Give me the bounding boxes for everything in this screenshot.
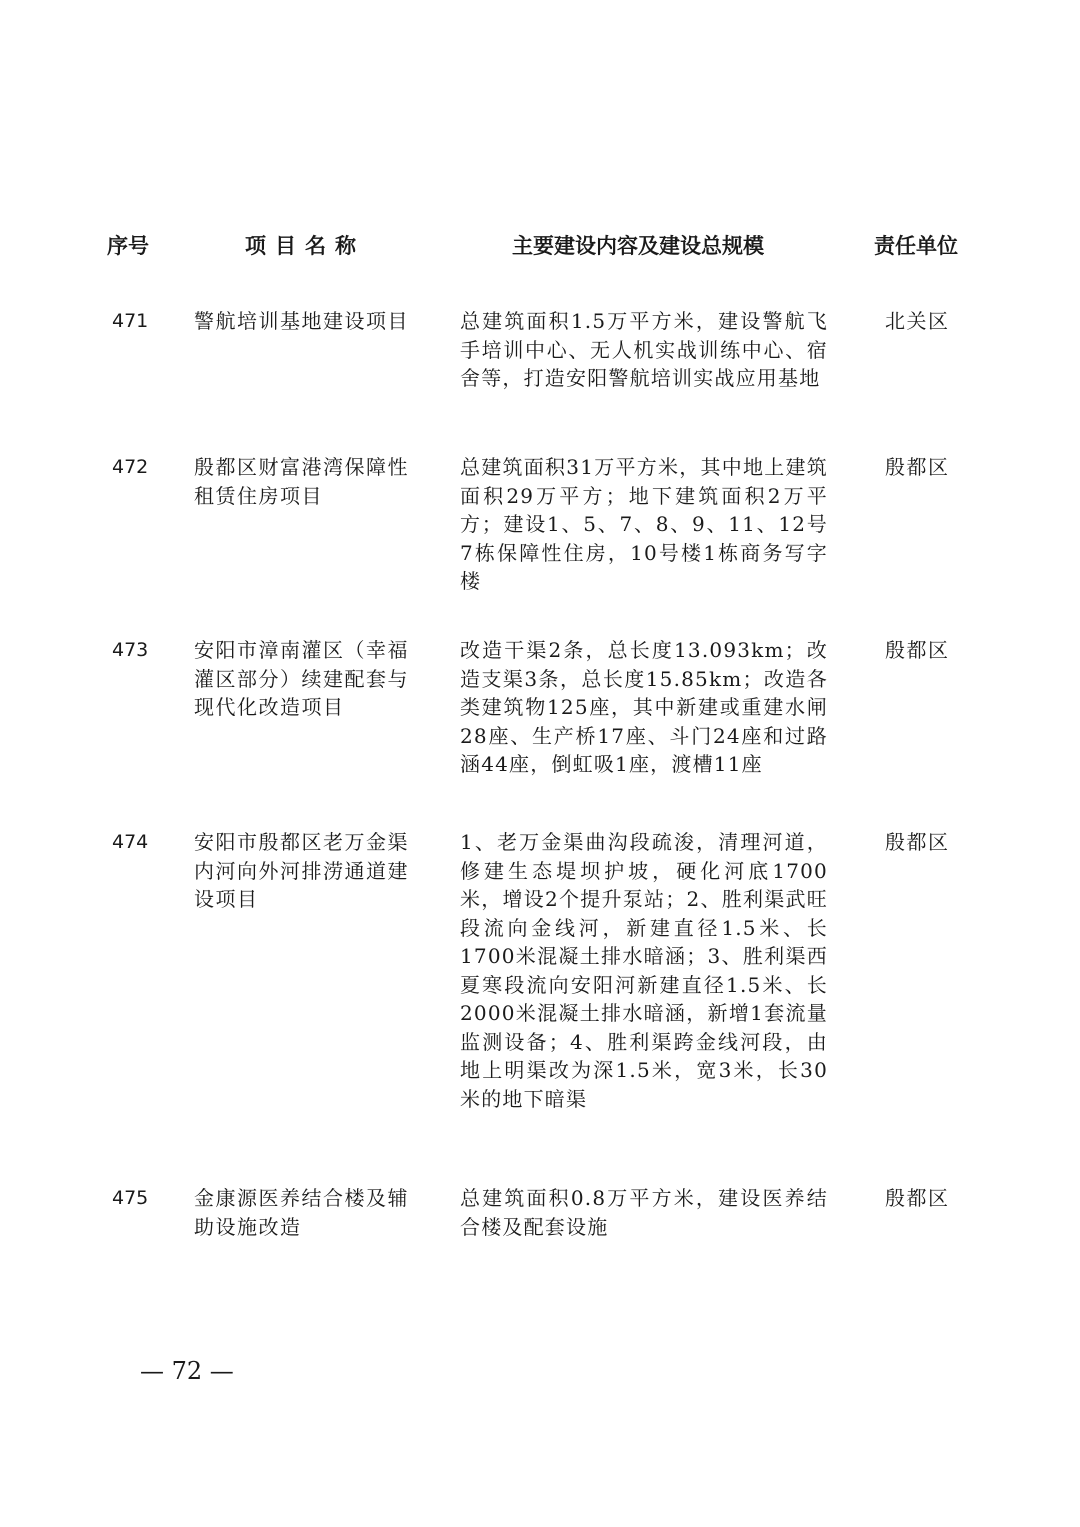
row-name: 安阳市漳南灌区（幸福灌区部分）续建配套与现代化改造项目 bbox=[194, 638, 409, 719]
row-unit: 殷都区 bbox=[885, 455, 950, 479]
row-content: 总建筑面积31万平方米，其中地上建筑面积29万平方；地下建筑面积2万平方；建设1、5、7、8、9、11、12号7栋保障性住房，10号楼1栋商务写字楼 bbox=[460, 455, 828, 593]
header-content: 主要建设内容及建设总规模 bbox=[512, 234, 764, 258]
row-unit: 北关区 bbox=[885, 309, 950, 333]
row-name: 殷都区财富港湾保障性租赁住房项目 bbox=[194, 455, 409, 508]
row-seq: 471 bbox=[112, 310, 149, 332]
row-seq: 473 bbox=[112, 639, 149, 661]
row-content: 1、老万金渠曲沟段疏浚，清理河道，修建生态堤坝护坡，硬化河底1700米，增设2个提升泵站；2、胜利渠武旺段流向金线河，新建直径1.5米、长1700米混凝土排水暗涵；3、胜利渠西夏寒段流向安阳河新建直径1.5米、长2000米混凝土排水暗涵，新增1套流量监测设备；4、胜利渠跨金线河段，由地上明渠改为深1.5米，宽3米，长30米的地下暗渠 bbox=[460, 830, 828, 1111]
row-unit: 殷都区 bbox=[885, 830, 950, 854]
row-unit: 殷都区 bbox=[885, 638, 950, 662]
row-content: 总建筑面积1.5万平方米，建设警航飞手培训中心、无人机实战训练中心、宿舍等，打造安阳警航培训实战应用基地 bbox=[460, 309, 828, 390]
header-name: 项目名称 bbox=[245, 234, 365, 258]
row-seq: 474 bbox=[112, 831, 149, 853]
page-number: — 72 — bbox=[140, 1357, 234, 1385]
row-name: 安阳市殷都区老万金渠内河向外河排涝通道建设项目 bbox=[194, 830, 409, 911]
header-unit: 责任单位 bbox=[874, 234, 958, 258]
row-seq: 475 bbox=[112, 1187, 149, 1209]
table-header bbox=[0, 226, 1080, 262]
row-name: 金康源医养结合楼及辅助设施改造 bbox=[194, 1186, 409, 1239]
header-seq: 序号 bbox=[107, 234, 149, 258]
row-unit: 殷都区 bbox=[885, 1186, 950, 1210]
row-content: 总建筑面积0.8万平方米，建设医养结合楼及配套设施 bbox=[460, 1186, 828, 1239]
row-seq: 472 bbox=[112, 456, 149, 478]
row-content: 改造干渠2条，总长度13.093km；改造支渠3条，总长度15.85km；改造各类建筑物125座，其中新建或重建水闸28座、生产桥17座、斗门24座和过路涵44座，倒虹吸1座，渡槽11座 bbox=[460, 638, 828, 776]
row-name: 警航培训基地建设项目 bbox=[194, 309, 409, 333]
